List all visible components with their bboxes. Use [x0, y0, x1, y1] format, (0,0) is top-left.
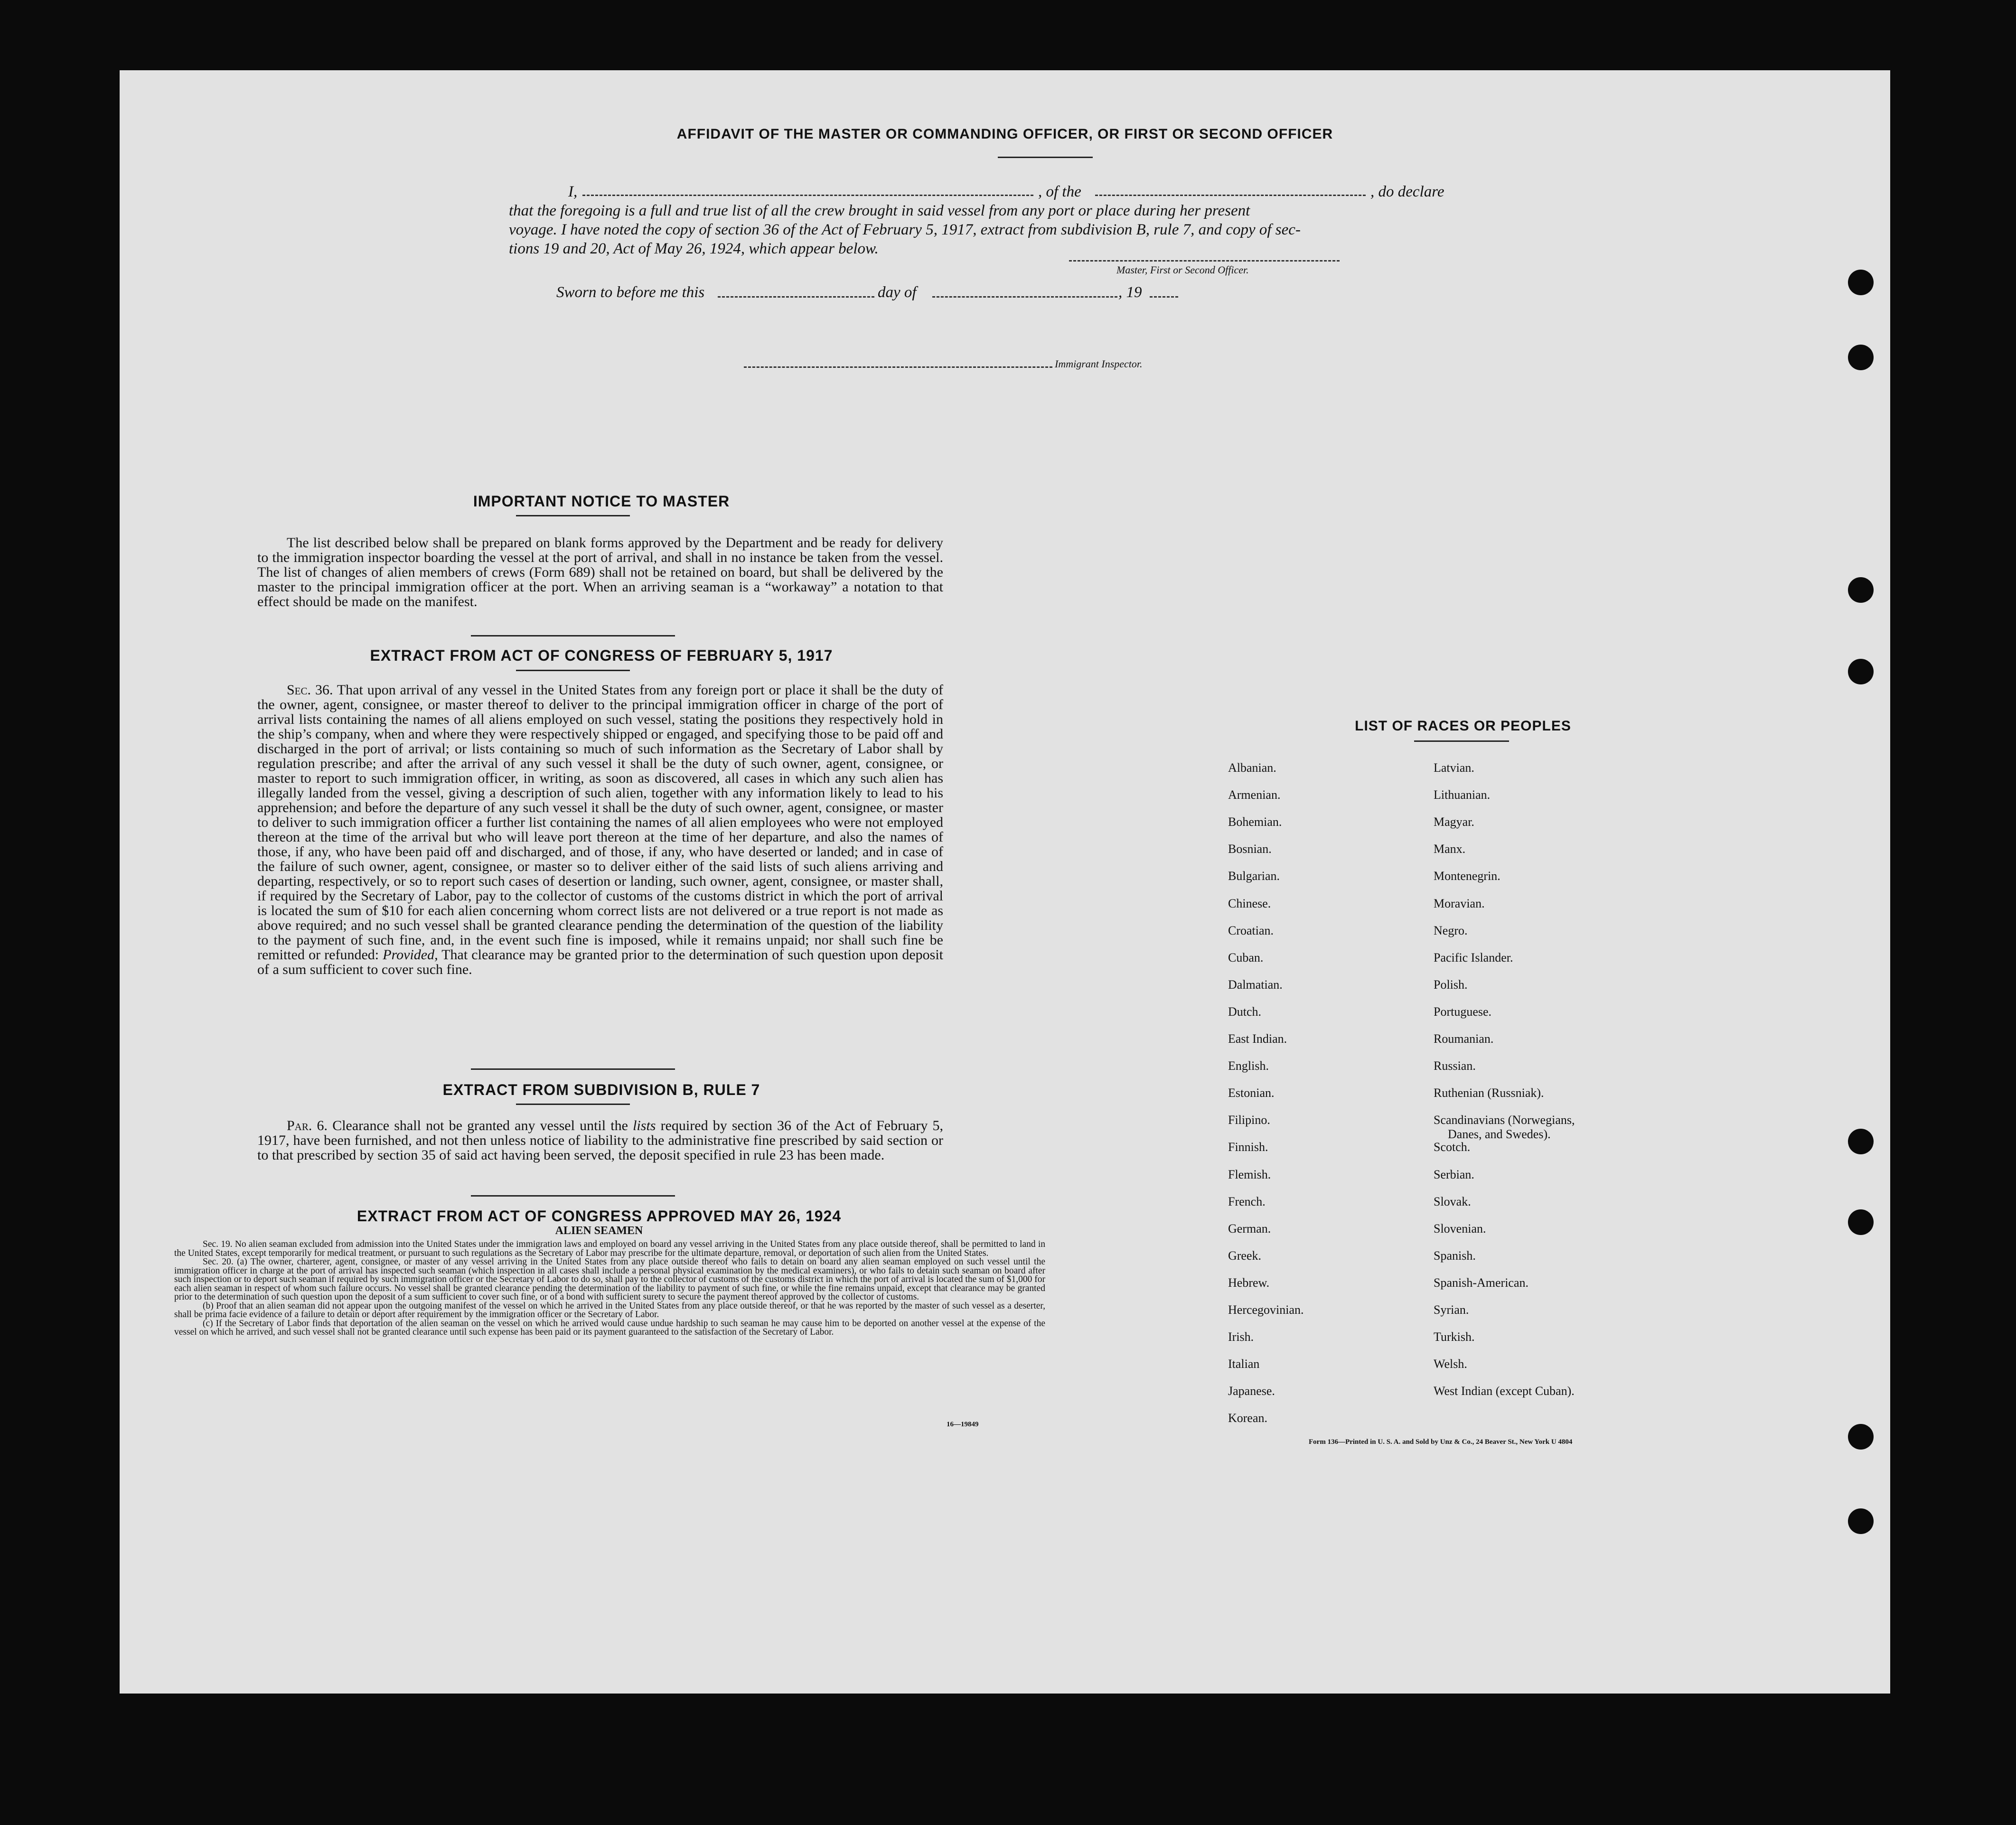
punch-hole: [1848, 1424, 1874, 1450]
race-item: Dalmatian.: [1228, 978, 1283, 992]
race-item: Russian.: [1434, 1059, 1476, 1073]
race-item: English.: [1228, 1059, 1269, 1073]
race-item: Bulgarian.: [1228, 869, 1280, 883]
name-blank[interactable]: [582, 195, 1033, 196]
sec36-body: That upon arrival of any vessel in the United States from any foreign port or place it shall be the duty of the owner, agent, consignee, or master thereof to deliver to the principal immigration officer in charge of the port of arrival lists containing the names of all aliens employed on such vessel, stating the positions they respectively hold in the ship’s company, when and where they were respectively shipped or engaged, and specifying those to be paid off and discharged in the port of arrival; or lists containing so much of such information as the Secretary of Labor shall by regulation prescribe; and after the arrival of any such vessel it shall be the duty of such owner, agent, consignee, or master to report to such immigration officer, in writing, as soon as discovered, all cases in which any such alien has illegally landed from the vessel, giving a description of such alien, together with any information likely to lead to his apprehension; and before the departure of any such vessel it shall be the duty of such owner, agent, consignee, or master to deliver to such immigration officer a further list containing the names of all alien employees who were not employed thereon at the time of the arrival but who will leave port thereon at the time of her departure, and also the names of those, if any, who have been paid off and discharged, and of those, if any, who have deserted or landed; and in case of the failure of such owner, agent, consignee, or master so to deliver either of the said lists of such aliens arriving and departing, respectively, or so to report such cases of desertion or landing, such owner, agent, consignee, or master shall, if required by the Secretary of Labor, pay to the collector of customs of the customs district in which the port of arrival is located the sum of $10 for each alien concerning whom correct lists are not delivered or a true report is not made as above required; and no such vessel shall be granted clearance pending the determination of the question of the liability to the payment of such fine, and, in the event such fine is imposed, while it remains unpaid; nor shall such fine be remitted or refunded:: [257, 682, 943, 963]
sec20a-text: Sec. 20. (a) The owner, charterer, agent, consignee, or master of any vessel arriving in the United States from any place outside thereof who fails to detain on board any alien seaman employed on such vessel until the immigration officer in charge at the port of arrival has inspected such seaman (which inspection in all cases shall include a personal physical examination by the medical examiners), or who fails to detain such seaman on board after such inspection or to deport such seaman if required by such immigration officer or the Secretary of Labor to do so, shall pay to the collector of customs of the customs district in which the port of arrival is located the sum of $1,000 for each alien seaman in respect of whom such failure occurs. No vessel shall be granted clearance pending the determination of the liability to payment of such fine, or while the fine remains unpaid, except that clearance may be granted prior to the determination of such question upon the deposit of a sum sufficient to cover such fine, or of a bond with sufficient surety to secure the payment thereof approved by the collector of customs.: [174, 1257, 1045, 1302]
sworn-month-blank[interactable]: [932, 296, 1117, 298]
sec19-text: Sec. 19. No alien seaman excluded from admission into the United States under the immigration laws and employed on board any vessel arriving in the United States from any place outside thereof, shall be permitted to land in the United States, except temporarily for medical treatment, or pursuant to such regulations as the Secretary of Labor may prescribe for the ultimate departure, removal, or deportation of such alien from the United States.: [174, 1239, 1045, 1258]
sec20b-text: (b) Proof that an alien seaman did not appear upon the outgoing manifest of the vessel on which he arrived in the United States from any place outside thereof, or that he was reported by the master of such vessel as a deserter, shall be prima facie evidence of a failure to detain or deport after requirement by the immigration officer or the Secretary of Labor.: [174, 1301, 1045, 1320]
race-item: Pacific Islander.: [1434, 951, 1513, 964]
extract-1917-title: EXTRACT FROM ACT OF CONGRESS OF FEBRUARY 5, 1917: [370, 647, 833, 664]
affidavit-declare: , do declare: [1370, 183, 1444, 200]
divider: [1414, 740, 1509, 742]
sworn-year-blank[interactable]: [1150, 296, 1178, 298]
sec20c-text: (c) If the Secretary of Labor finds that deportation of the alien seaman on the vessel on which he arrived would cause undue hardship to such seaman he may cause him to be deported on another vessel at the expense of the vessel on which he arrived, and such vessel shall not be granted clearance until such expense has been paid or its payment guaranteed to the satisfaction of the Secretary of Labor.: [174, 1318, 1045, 1337]
affidavit-line3: voyage. I have noted the copy of section 36 of the Act of February 5, 1917, extract from subdivision B, rule 7, and copy of sec-: [509, 221, 1301, 238]
race-item: Spanish-American.: [1434, 1276, 1529, 1290]
race-item: Croatian.: [1228, 924, 1274, 937]
race-item: Hebrew.: [1228, 1276, 1270, 1290]
race-item: French.: [1228, 1195, 1266, 1208]
divider: [471, 635, 675, 636]
affidavit-i: I,: [568, 183, 578, 200]
lists-word: lists: [633, 1118, 656, 1133]
notice-text: The list described below shall be prepared on blank forms approved by the Department and be ready for delivery to the immigration inspector boarding the vessel at the port of arrival, and shall in no instance be taken from the vessel. The list of changes of alien members of crews (Form 689) shall not be retained on board, but shall be delivered by the master to the principal immigration officer at the port. When an arriving seaman is a “workaway” a notation to that effect should be made on the manifest.: [257, 535, 943, 609]
race-item: Moravian.: [1434, 897, 1485, 910]
extract-1924-title: EXTRACT FROM ACT OF CONGRESS APPROVED MAY 26, 1924: [356, 1207, 842, 1225]
race-item: Polish.: [1434, 978, 1468, 992]
race-item: Lithuanian.: [1434, 788, 1491, 802]
divider: [471, 1068, 675, 1070]
race-item: Estonian.: [1228, 1086, 1275, 1100]
race-item: Cuban.: [1228, 951, 1264, 964]
punch-hole: [1848, 1129, 1874, 1154]
punch-hole: [1848, 659, 1874, 684]
race-item: Negro.: [1434, 924, 1468, 937]
affidavit-line2: that the foregoing is a full and true list of all the crew brought in said vessel from any port or place during her present: [509, 202, 1250, 219]
vessel-blank[interactable]: [1095, 195, 1366, 196]
extract-1924-body: [174, 1240, 1045, 1337]
affidavit-line4: tions 19 and 20, Act of May 26, 1924, which appear below.: [509, 240, 879, 257]
race-item: Flemish.: [1228, 1168, 1271, 1181]
race-item: Korean.: [1228, 1411, 1268, 1425]
inspector-signature-line[interactable]: [744, 366, 1052, 368]
race-item: Portuguese.: [1434, 1005, 1492, 1019]
divider: [516, 515, 630, 516]
race-item: Italian: [1228, 1357, 1260, 1371]
race-item: East Indian.: [1228, 1032, 1287, 1046]
race-item: Chinese.: [1228, 897, 1271, 910]
race-item: Scandinavians (Norwegians,: [1434, 1113, 1575, 1127]
par6-label: Par. 6.: [287, 1118, 328, 1133]
race-item: Slovenian.: [1434, 1222, 1486, 1235]
races-title: LIST OF RACES OR PEOPLES: [1355, 718, 1571, 734]
master-signature-line[interactable]: [1069, 260, 1340, 262]
provided-word: Provided,: [383, 947, 438, 963]
form-number: 16—19849: [947, 1421, 979, 1428]
race-item: Albanian.: [1228, 761, 1276, 775]
par6-text: [257, 1118, 943, 1162]
race-item: Armenian.: [1228, 788, 1281, 802]
subdivision-title: EXTRACT FROM SUBDIVISION B, RULE 7: [442, 1081, 760, 1098]
race-item: Magyar.: [1434, 815, 1474, 829]
par6-b: required by section 36 of the Act of February 5, 1917, have been furnished, and not then unless notice of liability to the administrative fine prescribed by said section or to that prescribed by section 35 of said act having been served, the deposit specified in rule 23 has been made.: [257, 1118, 944, 1163]
race-item: Bohemian.: [1228, 815, 1282, 829]
race-item: German.: [1228, 1222, 1271, 1235]
race-item: Welsh.: [1434, 1357, 1467, 1371]
inspector-signature-label: Immigrant Inspector.: [1055, 358, 1143, 370]
form-printer-note: Form 136—Printed in U. S. A. and Sold by Unz & Co., 24 Beaver St., New York U 4804: [1309, 1438, 1573, 1446]
race-item: Bosnian.: [1228, 842, 1272, 856]
sworn-prefix: Sworn to before me this: [556, 284, 705, 301]
race-item: Greek.: [1228, 1249, 1262, 1263]
sec36-label: Sec. 36.: [287, 682, 333, 698]
race-item: Danes, and Swedes).: [1448, 1127, 1551, 1141]
sworn-day-blank[interactable]: [718, 296, 874, 298]
race-item: West Indian (except Cuban).: [1434, 1384, 1575, 1398]
affidavit-title: AFFIDAVIT OF THE MASTER OR COMMANDING OFFICER, OR FIRST OR SECOND OFFICER: [676, 126, 1333, 142]
punch-hole: [1848, 270, 1874, 295]
race-item: Filipino.: [1228, 1113, 1270, 1127]
par6-a: Clearance shall not be granted any vessel until the: [332, 1118, 628, 1133]
race-item: Scotch.: [1434, 1140, 1471, 1154]
punch-hole: [1848, 345, 1874, 370]
race-item: Slovak.: [1434, 1195, 1471, 1208]
sec36-text: [257, 683, 943, 977]
extract-1924-subtitle: ALIEN SEAMEN: [555, 1225, 643, 1237]
race-item: Latvian.: [1434, 761, 1474, 775]
race-item: Serbian.: [1434, 1168, 1474, 1181]
race-item: Ruthenian (Russniak).: [1434, 1086, 1544, 1100]
affidavit-of-the: , of the: [1038, 183, 1081, 200]
race-item: Turkish.: [1434, 1330, 1475, 1344]
sworn-day: day of: [878, 284, 917, 301]
divider: [471, 1195, 675, 1197]
notice-title: IMPORTANT NOTICE TO MASTER: [473, 493, 730, 510]
race-item: Montenegrin.: [1434, 869, 1500, 883]
punch-hole: [1848, 1508, 1874, 1534]
race-item: Finnish.: [1228, 1140, 1268, 1154]
race-item: Syrian.: [1434, 1303, 1469, 1317]
punch-hole: [1848, 1209, 1874, 1235]
race-item: Manx.: [1434, 842, 1466, 856]
master-signature-label: Master, First or Second Officer.: [1116, 264, 1249, 276]
race-item: Roumanian.: [1434, 1032, 1494, 1046]
divider: [998, 157, 1093, 158]
sworn-year: , 19: [1118, 284, 1142, 301]
race-item: Hercegovinian.: [1228, 1303, 1304, 1317]
race-item: Irish.: [1228, 1330, 1254, 1344]
document-page: [120, 70, 1890, 1694]
race-item: Spanish.: [1434, 1249, 1476, 1263]
divider: [516, 670, 630, 671]
punch-hole: [1848, 577, 1874, 603]
sec36-end: That clearance may be granted prior to the determination of such question upon deposit of a sum sufficient to cover such fine.: [257, 947, 944, 977]
race-item: Dutch.: [1228, 1005, 1262, 1019]
race-item: Japanese.: [1228, 1384, 1275, 1398]
divider: [516, 1104, 630, 1105]
